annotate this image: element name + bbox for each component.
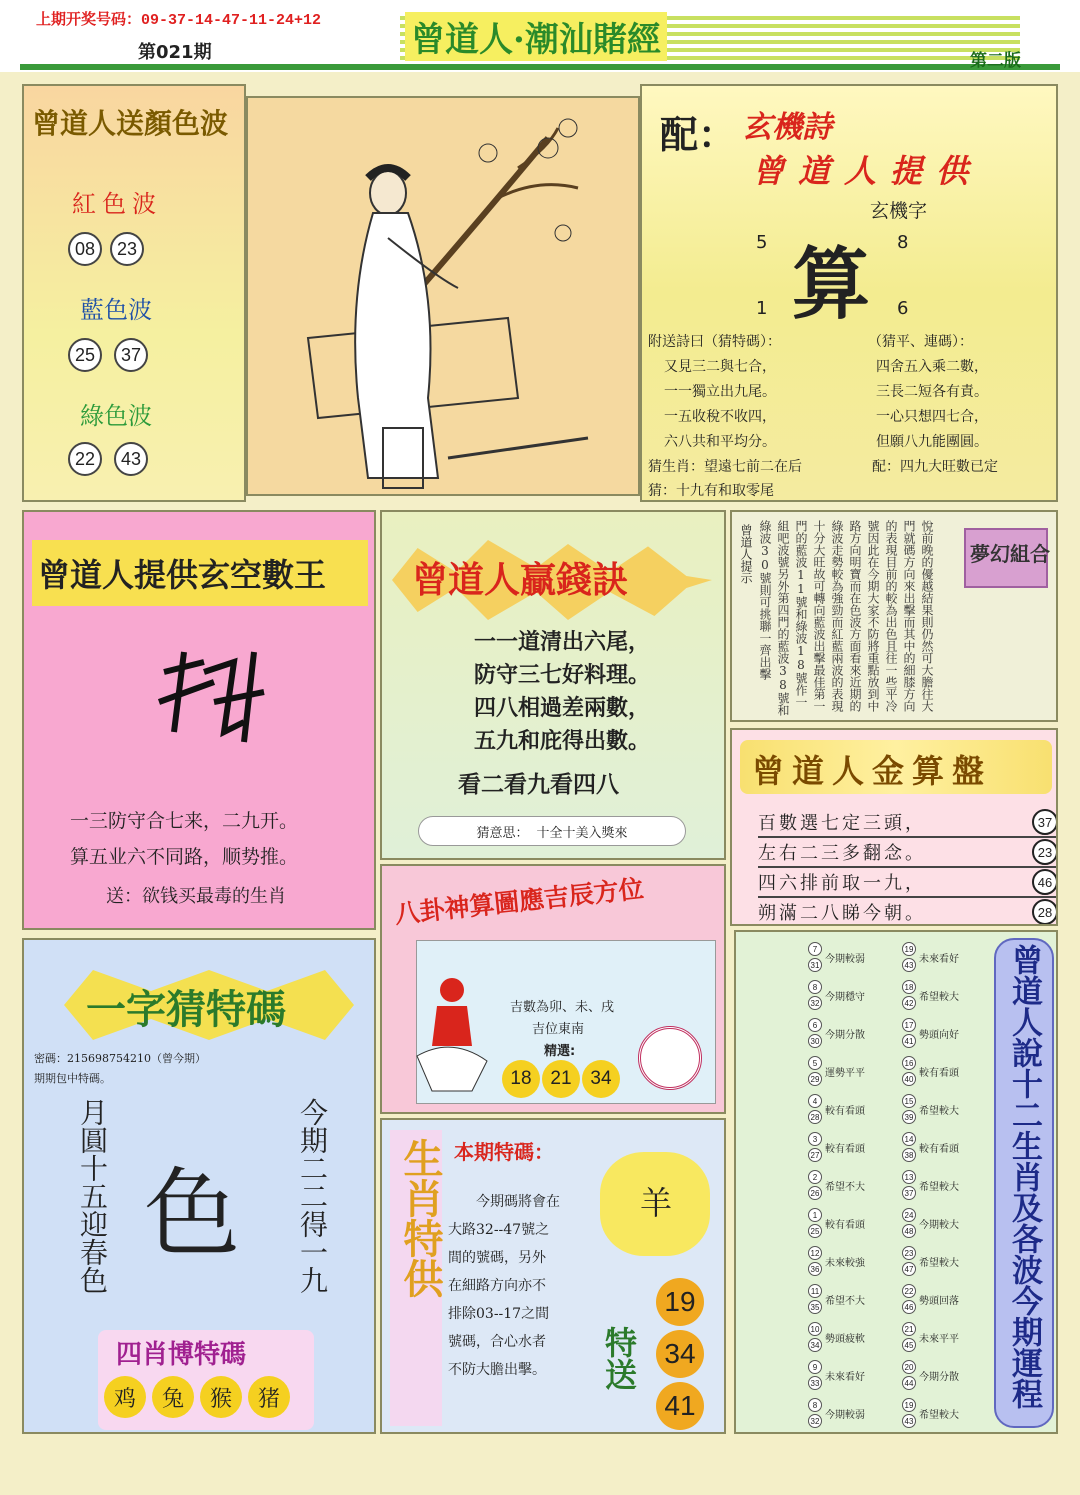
one-word-title: 一字猜特碼 [86, 986, 286, 1033]
fortune-text: 希望較大 [919, 1181, 959, 1193]
riddle-text: 十全十美入獎來 [536, 825, 628, 841]
red-ball: 23 [110, 232, 144, 266]
fortune-num: 43 [902, 958, 916, 972]
fortune-text: 勢頭疲軟 [825, 1333, 865, 1345]
fortune-num: 31 [808, 958, 822, 972]
xuanji-char: 算 [792, 239, 871, 330]
poem-line: 四舍五入乘二數， [876, 359, 988, 375]
combo-body: 悅前晚的優越結果則仍然可大膽往大門就碼方向來出擊而其中的細膝方向的表現目前的較為出色且往一些平冷號因此在今期大家不防將重點放到中路方向明寶而在色波方面看來近期的綠波走勢較為強勁而紅藍兩波的表現十分大旺故可轉向藍波出擊最佳第一門的藍波11號和綠波18號作一組吧波號另外第四門的藍波38號和綠波30號則可挑聯一齊出擊 [758, 520, 934, 716]
one-word-riddle-2: 期期包中特碼。 [34, 1072, 111, 1085]
zodiac-animal: 羊 [640, 1184, 673, 1222]
special-line: 間的號碼，另外 [448, 1250, 546, 1266]
calc-rows [758, 808, 1058, 926]
prev-result-numbers: 09-37-14-47-11-24+12 [141, 12, 322, 29]
calc-title: 曾道人金算盤 [752, 752, 993, 790]
fortune-num: 38 [902, 1148, 916, 1162]
fortune-num: 9 [808, 1360, 822, 1374]
poem-line: 又見三二與七合， [664, 359, 776, 375]
calc-row [758, 808, 1058, 838]
header-green-rule [20, 64, 1060, 70]
fortune-num: 46 [902, 1300, 916, 1314]
calc-text: 朔滿二八睇今朝。 [758, 903, 926, 924]
fortune-cell [902, 1242, 992, 1280]
fortune-text: 希望較大 [919, 1105, 959, 1117]
fortune-num: 41 [902, 1034, 916, 1048]
fortune-text: 今期較大 [919, 1219, 959, 1231]
special-line: 排除03--17之間 [448, 1306, 550, 1322]
poem-left-block [648, 330, 858, 455]
poem-line: 六八共和平均分。 [664, 434, 776, 450]
special-line: 不防大膽出擊。 [448, 1362, 546, 1378]
fortune-num: 45 [902, 1338, 916, 1352]
fortune-num: 29 [808, 1072, 822, 1086]
fortune-num: 47 [902, 1262, 916, 1276]
fortune-text: 希望較大 [919, 1257, 959, 1269]
fortune-num: 24 [902, 1208, 916, 1222]
fortune-num: 19 [902, 1398, 916, 1412]
four-zodiac-list [104, 1376, 290, 1418]
xuankong-line: 送：欲钱买最毒的生肖 [106, 886, 286, 907]
color-wave-title: 曾道人送顏色波 [32, 107, 229, 140]
special-line: 今期碼將會在 [476, 1194, 560, 1210]
green-wave-label: 綠色波 [80, 402, 152, 430]
poem-line: 但願八九能團圓。 [876, 434, 988, 450]
fortune-text: 未來看好 [919, 953, 959, 965]
zodiac-ball: 猴 [200, 1376, 242, 1418]
fortune-num: 48 [902, 1224, 916, 1238]
special-label: 特送 [600, 1326, 638, 1390]
calc-num: 46 [1032, 869, 1058, 895]
fortune-text: 未來較強 [825, 1257, 865, 1269]
fortune-num: 32 [808, 1414, 822, 1428]
bagua-ball: 21 [542, 1060, 580, 1098]
poem-left-intro: 附送詩曰（猜特碼）： [648, 334, 781, 350]
combo-title: 夢幻組合 [970, 542, 1050, 566]
calc-row [758, 898, 1058, 926]
num-br: 6 [897, 298, 909, 319]
fortune-num: 30 [808, 1034, 822, 1048]
green-wave-balls [68, 442, 148, 476]
riddle-bar [418, 816, 686, 846]
fortune-num: 12 [808, 1246, 822, 1260]
fortune-cell [808, 976, 898, 1014]
calc-text: 左右二三多翻念。 [758, 843, 926, 864]
fortune-text: 今期分散 [919, 1371, 959, 1383]
special-line: 在細路方向亦不 [448, 1278, 546, 1294]
calc-text: 百數選七定三頭， [758, 813, 926, 834]
xuankong-line: 一三防守合七来，二九开。 [70, 810, 299, 832]
fortune-num: 13 [902, 1170, 916, 1184]
verse-line: 五九和庇得出數。 [474, 728, 651, 754]
bagua-disc [638, 1026, 702, 1090]
fortune-text: 勢頭向好 [919, 1029, 959, 1041]
fortune-cell [902, 1166, 992, 1204]
special-line: 號碼，合心水者 [448, 1334, 546, 1350]
bagua-title: 八卦神算圖應吉辰方位 [393, 874, 646, 929]
fortune-cell [808, 1052, 898, 1090]
fortune-cell [902, 1128, 992, 1166]
fortune-cell [808, 1166, 898, 1204]
fortune-cell [902, 1090, 992, 1128]
special-ball: 34 [656, 1330, 704, 1378]
lady-illustration [246, 96, 640, 496]
fortune-text: 今期較弱 [825, 1409, 865, 1421]
zodiac-ball: 兔 [152, 1376, 194, 1418]
fortune-num: 2 [808, 1170, 822, 1184]
blue-wave-label: 藍色波 [80, 296, 152, 324]
fortune-num: 34 [808, 1338, 822, 1352]
calc-row [758, 868, 1058, 898]
calc-text: 四六排前取一九， [758, 873, 926, 894]
verse-line: 一一道清出六尾， [474, 629, 651, 655]
fortune-text: 運勢平平 [825, 1067, 865, 1079]
fortune-cell [808, 1090, 898, 1128]
fortune-text: 較有看頭 [825, 1219, 865, 1231]
calc-num: 23 [1032, 839, 1058, 865]
xuankong-line: 算五业六不同路，顺势推。 [70, 846, 299, 868]
fortune-cell [808, 1394, 898, 1432]
fortune-text: 較有看頭 [825, 1105, 865, 1117]
fortune-num: 1 [808, 1208, 822, 1222]
header-bar [0, 0, 1080, 72]
zodiac-special-panel [380, 1118, 726, 1434]
win-money-verse [474, 626, 650, 758]
fortune-cell [902, 1204, 992, 1242]
fortune-num: 36 [808, 1262, 822, 1276]
fortune-num: 22 [902, 1284, 916, 1298]
fortune-cell [808, 938, 898, 976]
fortune-num: 37 [902, 1186, 916, 1200]
fortune-num: 4 [808, 1094, 822, 1108]
fortune-cell [902, 1394, 992, 1432]
fortune-cell [902, 1356, 992, 1394]
combo-sign: 曾道人提示 [739, 524, 753, 584]
combo-panel [730, 510, 1058, 722]
fortune-num: 43 [902, 1414, 916, 1428]
special-ball: 19 [656, 1278, 704, 1326]
fortune-num: 44 [902, 1376, 916, 1390]
zodiac-special-head: 本期特碼： [454, 1140, 554, 1164]
win-money-panel [380, 510, 726, 860]
fortune-num: 8 [808, 980, 822, 994]
one-word-char: 色 [144, 1158, 240, 1270]
poem-heading: 玄機詩 [742, 110, 832, 145]
bagua-line: 精選: [544, 1044, 576, 1059]
calc-row [758, 838, 1058, 868]
fortune-num: 14 [902, 1132, 916, 1146]
red-ball: 08 [68, 232, 102, 266]
guess-zodiac: 猜生肖：望遠七前二在后 [648, 459, 802, 475]
fortune-text: 較有看頭 [919, 1143, 959, 1155]
fortune-num: 28 [808, 1110, 822, 1124]
blue-ball: 37 [114, 338, 148, 372]
poem-right-intro: （猜平、連碼）： [868, 334, 973, 350]
fortune-cell [902, 1052, 992, 1090]
calc-num: 28 [1032, 899, 1058, 925]
fortune-cell [902, 1280, 992, 1318]
fortune-num: 33 [808, 1376, 822, 1390]
fortune-cell [808, 1280, 898, 1318]
win-money-title: 曾道人贏錢訣 [412, 559, 629, 601]
bagua-line: 吉位東南 [532, 1022, 585, 1037]
prev-result-label: 上期开奖号码： [36, 10, 142, 28]
four-zodiac-title: 四肖博特碼 [116, 1340, 247, 1370]
fortune-text: 未來平平 [919, 1333, 959, 1345]
fortune-num: 35 [808, 1300, 822, 1314]
fortune-text: 今期分散 [825, 1029, 865, 1041]
verse-line: 四八相過差兩數， [474, 695, 651, 721]
xuanji-char-label: 玄機字 [870, 200, 928, 222]
fortune-cell [902, 976, 992, 1014]
fortune-num: 6 [808, 1018, 822, 1032]
poem-line: 一五收稅不收四， [664, 409, 776, 425]
bagua-line: 吉數為卯、未、戌 [510, 1000, 615, 1015]
fortune-num: 10 [808, 1322, 822, 1336]
poem-line: 一心只想四七合， [876, 409, 988, 425]
blue-wave-balls [68, 338, 148, 372]
blue-ball: 25 [68, 338, 102, 372]
riddle-label: 猜意思： [476, 825, 529, 841]
fortune-cell [808, 1242, 898, 1280]
fortune-side-title: 曾道人說十二生肖及各波今期運程 [1006, 944, 1042, 1409]
fortune-num: 19 [902, 942, 916, 956]
one-word-right-col: 今期二二得一九 [296, 1098, 329, 1294]
fortune-cell [808, 1014, 898, 1052]
fortune-num: 16 [902, 1056, 916, 1070]
fortune-cell [808, 1356, 898, 1394]
fortune-num: 40 [902, 1072, 916, 1086]
fortune-text: 希望較大 [919, 1409, 959, 1421]
zodiac-side-title: 生肖特供 [397, 1138, 444, 1298]
special-balls [656, 1278, 704, 1430]
fortune-text: 較有看頭 [919, 1067, 959, 1079]
fortune-cell [902, 1014, 992, 1052]
zodiac-ball: 鸡 [104, 1376, 146, 1418]
fortune-num: 39 [902, 1110, 916, 1124]
xuankong-glyph [144, 642, 274, 752]
fortune-num: 27 [808, 1148, 822, 1162]
bagua-panel [380, 864, 726, 1114]
fortune-num: 7 [808, 942, 822, 956]
one-word-panel [22, 938, 376, 1434]
bagua-ball: 18 [502, 1060, 540, 1098]
lady-drawing [248, 98, 638, 494]
verse-line: 防守三七好料理。 [474, 662, 651, 688]
one-word-riddle-1: 密碼：215698754210（曾今期） [34, 1052, 206, 1065]
num-tl: 5 [756, 232, 768, 253]
poem-line: 一一獨立出九尾。 [664, 384, 776, 400]
fortune-cell [902, 1318, 992, 1356]
fortune-cell [808, 1204, 898, 1242]
fortune-num: 20 [902, 1360, 916, 1374]
fortune-num: 42 [902, 996, 916, 1010]
color-wave-panel [22, 84, 246, 502]
one-word-left-col: 月圓十五迎春色 [76, 1098, 109, 1294]
poem-panel [640, 84, 1058, 502]
fortune-num: 23 [902, 1246, 916, 1260]
fortune-text: 未來看好 [825, 1371, 865, 1383]
fortune-num: 3 [808, 1132, 822, 1146]
fortune-right-col [902, 938, 992, 1432]
zodiac-ball: 猪 [248, 1376, 290, 1418]
general-figure [412, 966, 492, 1096]
fortune-num: 18 [902, 980, 916, 994]
fortune-text: 希望不大 [825, 1181, 865, 1193]
poem-line: 三長二短各有責。 [876, 384, 988, 400]
fortune-text: 較有看頭 [825, 1143, 865, 1155]
green-ball: 22 [68, 442, 102, 476]
xuankong-panel [22, 510, 376, 930]
zodiac-special-text [448, 1188, 560, 1384]
issue-number: 第021期 [138, 42, 212, 63]
calc-panel [730, 728, 1058, 926]
fortune-num: 15 [902, 1094, 916, 1108]
fortune-num: 32 [808, 996, 822, 1010]
fortune-num: 25 [808, 1224, 822, 1238]
calc-num: 37 [1032, 809, 1058, 835]
prev-result [36, 8, 321, 29]
fortune-text: 希望不大 [825, 1295, 865, 1307]
edition-label: 第二版 [970, 51, 1021, 71]
green-ball: 43 [114, 442, 148, 476]
masthead-title: 曾道人·潮汕賭經 [405, 12, 667, 61]
num-tr: 8 [897, 232, 909, 253]
win-money-sub: 看二看九看四八 [458, 771, 619, 798]
xuankong-title: 曾道人提供玄空數王 [38, 556, 327, 594]
num-bl: 1 [756, 298, 768, 319]
fortune-num: 8 [808, 1398, 822, 1412]
fortune-num: 17 [902, 1018, 916, 1032]
poem-right-block [868, 330, 1058, 455]
fortune-cell [808, 1318, 898, 1356]
poem-provider: 曾道人提供 [752, 152, 983, 190]
fortune-num: 26 [808, 1186, 822, 1200]
fortune-text: 希望較大 [919, 991, 959, 1003]
special-line: 大路32--47號之 [448, 1222, 550, 1238]
fortune-left-col [808, 938, 898, 1432]
fortune-text: 今期穩守 [825, 991, 865, 1003]
fortune-panel [734, 930, 1058, 1434]
poem-guess: 猜：十九有和取零尾 [648, 483, 774, 499]
pei-label: 配： [660, 112, 737, 157]
bagua-balls [502, 1060, 620, 1098]
fortune-text: 勢頭回落 [919, 1295, 959, 1307]
fortune-cell [808, 1128, 898, 1166]
special-ball: 41 [656, 1382, 704, 1430]
poem-pair: 配：四九大旺數已定 [872, 459, 998, 475]
red-wave-balls [68, 232, 144, 266]
bagua-ball: 34 [582, 1060, 620, 1098]
red-wave-label: 紅色波 [72, 190, 162, 218]
fortune-num: 11 [808, 1284, 822, 1298]
fortune-text: 今期較弱 [825, 953, 865, 965]
fortune-cell [902, 938, 992, 976]
fortune-num: 21 [902, 1322, 916, 1336]
fortune-num: 5 [808, 1056, 822, 1070]
